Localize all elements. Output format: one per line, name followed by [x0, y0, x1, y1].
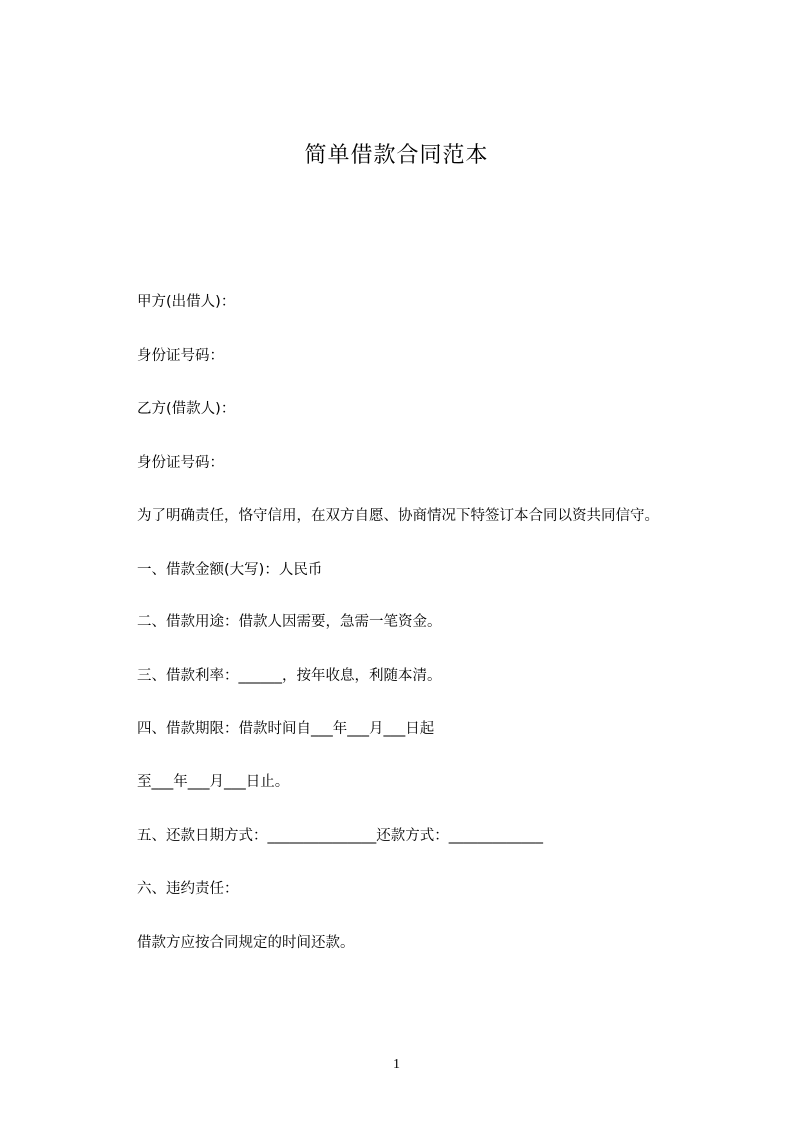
clause-interest-rate: 三、借款利率：______，按年收息，利随本清。: [137, 668, 442, 684]
liability-paragraph: 借款方应按合同规定的时间还款。: [137, 935, 355, 951]
lender-id-line: 身份证号码：: [137, 348, 224, 364]
clause-amount: 一、借款金额(大写)：人民币: [137, 562, 323, 578]
clause-term-end: 至___年___月___日止。: [137, 774, 290, 790]
clause-repayment: 五、还款日期方式：_______________还款方式：_____________: [137, 828, 543, 844]
borrower-id-line: 身份证号码：: [137, 455, 224, 471]
clause-term-start: 四、借款期限：借款时间自___年___月___日起: [137, 721, 435, 737]
preamble-paragraph: 为了明确责任，恪守信用，在双方自愿、协商情况下特签订本合同以资共同信守。: [137, 508, 659, 524]
borrower-line: 乙方(借款人)：: [137, 401, 236, 417]
lender-line: 甲方(出借人)：: [137, 294, 236, 310]
clause-purpose: 二、借款用途：借款人因需要，急需一笔资金。: [137, 614, 442, 630]
document-title: 简单借款合同范本: [304, 143, 489, 168]
page-number: 1: [393, 1057, 400, 1072]
clause-liability-heading: 六、违约责任：: [137, 881, 239, 897]
